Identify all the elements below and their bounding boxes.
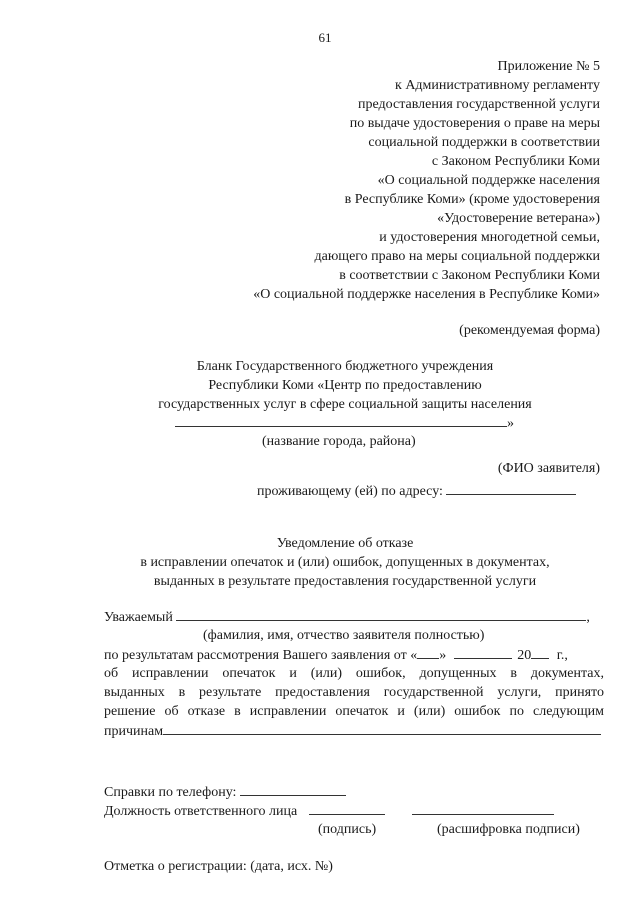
greeting-line [104,608,590,626]
blank-line-3: государственных услуг в сфере социальной защиты населения [158,397,532,412]
signature-blank [309,802,385,815]
official-label: Должность ответственного лица [104,804,298,819]
appendix-line-5: социальной поддержки в соответствии [368,135,600,150]
city-caption: (название города, района) [262,434,416,449]
appendix-line-2: к Административному регламенту [395,78,600,93]
address-label: проживающему (ей) по адресу: [257,484,443,499]
month-blank [454,646,512,659]
appendix-line-13: «О социальной поддержке населения в Республике Коми» [253,287,600,302]
city-line [175,414,514,432]
form-note: (рекомендуемая форма) [459,323,600,338]
phone-line [104,783,346,801]
notice-title: Уведомление об отказе [276,536,414,551]
body-line-4: решение об отказе в исправлении опечаток и (или) ошибок по следующим [104,704,604,719]
day-blank [417,646,439,659]
signature-caption: (подпись) [318,822,377,837]
decoding-caption: (расшифровка подписи) [437,822,580,837]
body-line-1-b: » [439,648,447,663]
official-line [104,802,554,820]
address-blank [446,482,576,495]
appendix-line-3: предоставления государственной услуги [358,97,600,112]
phone-blank [240,783,346,796]
blank-line-2: Республики Коми «Центр по предоставлению [208,378,482,393]
appendix-line-10: и удостоверения многодетной семьи, [379,230,600,245]
year-blank [531,646,549,659]
body-line-1-a: по результатам рассмотрения Вашего заявления от « [104,648,418,663]
notice-subtitle-1: в исправлении опечаток и (или) ошибок, допущенных в документах, [140,555,550,570]
closing-quote: » [507,416,514,431]
appendix-line-7: «О социальной поддержке населения [377,173,600,188]
body-line-2: об исправлении опечаток и (или) ошибок, допущенных в документах, [104,666,604,681]
appendix-line-6: с Законом Республики Коми [431,154,600,169]
registration-mark: Отметка о регистрации: (дата, исх. №) [104,859,333,874]
body-line-5 [104,722,601,740]
body-line-1 [104,646,568,664]
greeting-comma: , [586,610,590,625]
blank-line-1: Бланк Государственного бюджетного учреждения [196,359,494,374]
notice-subtitle-2: выданных в результате предоставления государственной услуги [153,574,537,589]
appendix-line-8: в Республике Коми» (кроме удостоверения [344,192,600,207]
page-number: 61 [318,30,332,45]
appendix-line-11: дающего право на меры социальной поддержки [314,249,600,264]
address-line [257,482,576,500]
appendix-line-9: «Удостоверение ветерана») [437,211,600,226]
appendix-line-4: по выдаче удостоверения о праве на меры [349,116,600,131]
body-line-3: выданных в результате предоставления государственной услуги, принято [104,685,604,700]
city-blank [175,414,507,427]
body-line-1-c: 20 [517,648,532,663]
greeting: Уважаемый [104,610,173,625]
name-blank [176,608,586,621]
reason-blank [163,722,601,735]
body-line-1-d: г., [556,648,568,663]
appendix-line-12: в соответствии с Законом Республики Коми [339,268,600,283]
name-caption: (фамилия, имя, отчество заявителя полностью) [203,628,485,643]
phone-label: Справки по телефону: [104,785,237,800]
applicant-caption: (ФИО заявителя) [497,461,600,476]
body-line-5-label: причинам [104,724,164,739]
decoding-blank [412,802,554,815]
appendix-line-1: Приложение № 5 [497,59,600,74]
